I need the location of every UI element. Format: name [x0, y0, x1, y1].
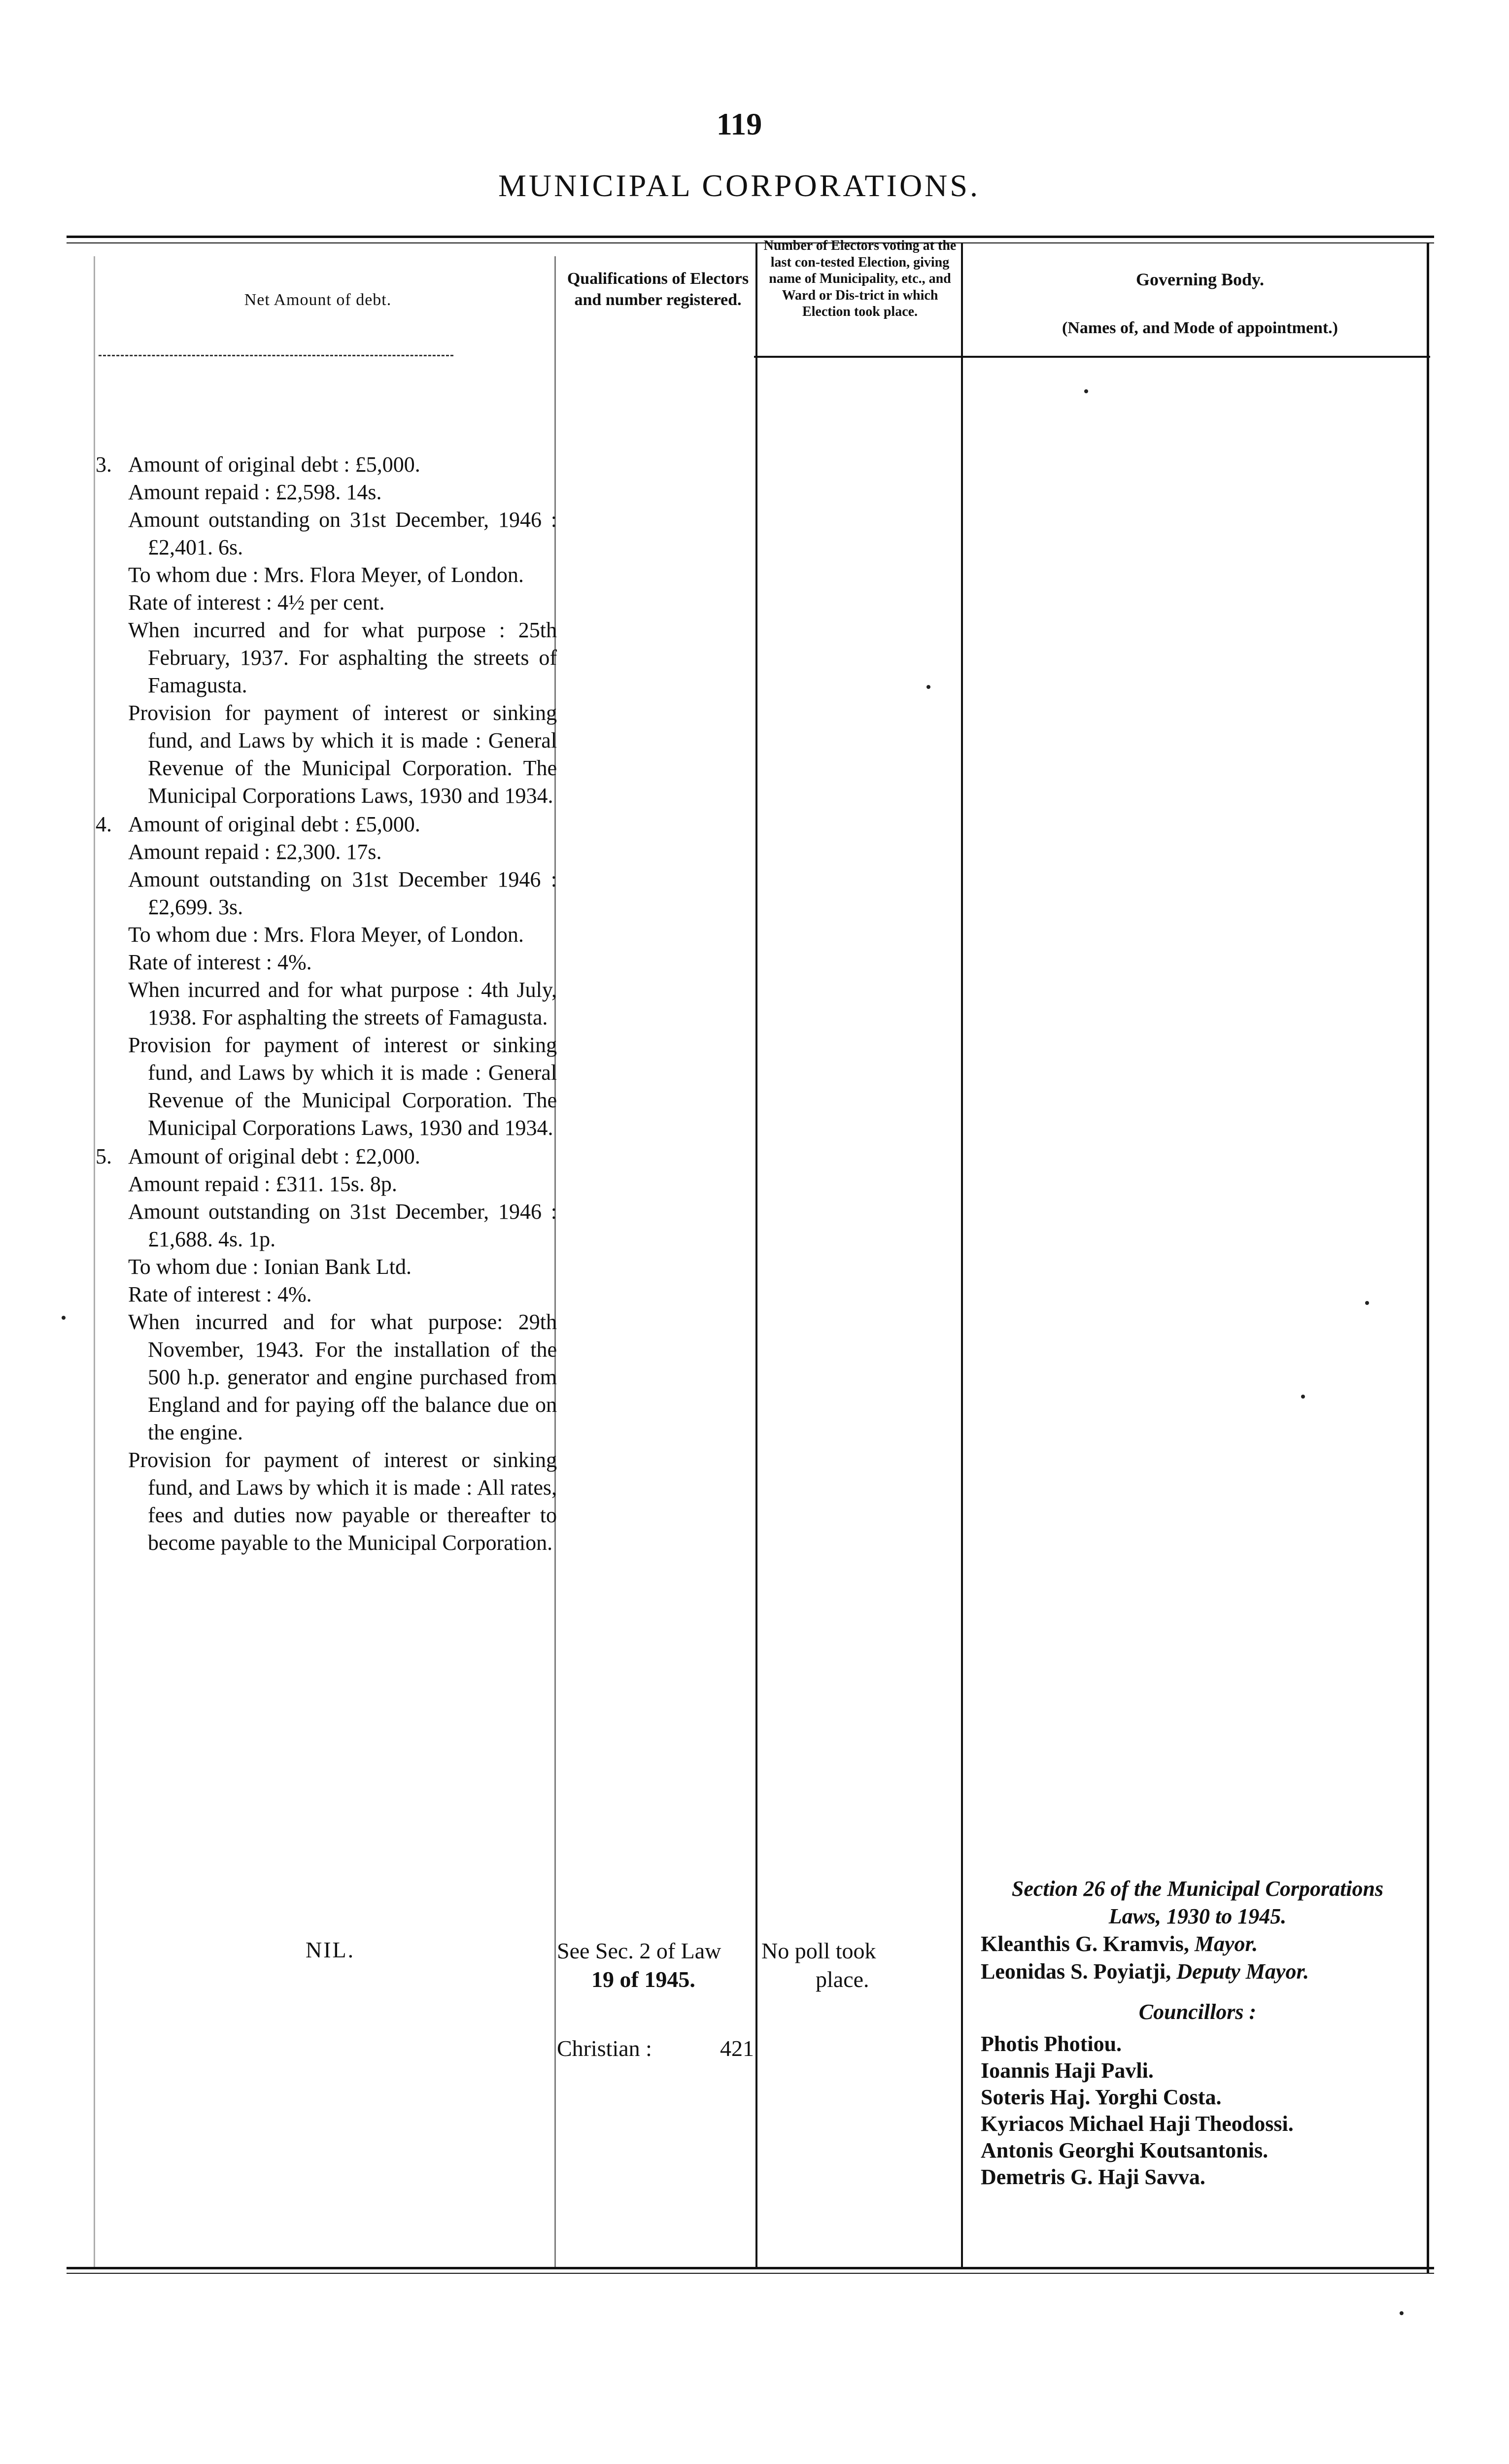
amount-outstanding: Amount outstanding on 31st December, 1946 : £1,688. 4s. 1p.	[128, 1199, 557, 1251]
column-divider-left	[94, 256, 95, 2267]
table-bottom-rule-thin	[67, 2273, 1434, 2274]
header-dash-rule	[99, 355, 453, 356]
rate-of-interest: Rate of interest : 4%.	[128, 1282, 312, 1306]
entry-number: 3.	[96, 452, 112, 477]
scan-speck	[926, 685, 930, 689]
entry-number: 5.	[96, 1144, 112, 1168]
governing-body	[963, 1875, 1432, 2190]
councillor: Soteris Haj. Yorghi Costa.	[981, 2085, 1222, 2109]
registered-christian	[557, 2035, 754, 2061]
amount-repaid: Amount repaid : £2,598. 14s.	[128, 480, 382, 504]
mayor-title: Mayor.	[1194, 1932, 1258, 1956]
when-incurred: When incurred and for what purpose : 4th July, 1938. For asphalting the streets of Famagusta.	[128, 978, 557, 1029]
nil-debt: NIL.	[306, 1937, 355, 1962]
entry-number: 4.	[96, 812, 112, 836]
amount-outstanding: Amount outstanding on 31st December, 1946 : £2,401. 6s.	[128, 508, 557, 559]
scan-speck	[1400, 2311, 1404, 2315]
mayor	[963, 1930, 1432, 1958]
to-whom-due: To whom due : Mrs. Flora Meyer, of London.	[128, 923, 524, 947]
header-electors-voting: Number of Electors voting at the last con-tested Election, giving name of Municipality, etc., and Ward or Dis-trict in which Election took place.	[763, 238, 957, 320]
debt-entry-3	[96, 451, 557, 810]
scan-speck	[1084, 389, 1088, 393]
original-debt: Amount of original debt : £5,000.	[128, 812, 420, 836]
qualifications-line-2: 19 of 1945.	[591, 1967, 695, 1992]
mayor-name: Kleanthis G. Kramvis,	[981, 1932, 1189, 1956]
deputy-mayor-name: Leonidas S. Poyiatji,	[981, 1959, 1171, 1984]
rate-of-interest: Rate of interest : 4%.	[128, 950, 312, 974]
deputy-mayor	[963, 1958, 1432, 1985]
header-net-amount: Net Amount of debt.	[244, 291, 392, 309]
table-top-rule-thin	[67, 242, 1434, 243]
qualifications-line-1: See Sec. 2 of Law	[557, 1938, 721, 1963]
to-whom-due: To whom due : Ionian Bank Ltd.	[128, 1255, 412, 1279]
amount-outstanding: Amount outstanding on 31st December 1946 : £2,699. 3s.	[128, 867, 557, 919]
header-governing-body	[966, 269, 1434, 339]
poll-text	[761, 1937, 968, 1994]
page-number: 119	[716, 106, 762, 141]
header-governing-body-title: Governing Body.	[1135, 270, 1265, 289]
debt-entry-4	[96, 811, 557, 1142]
scan-speck	[1301, 1395, 1305, 1399]
councillor: Antonis Georghi Koutsantonis.	[981, 2138, 1269, 2162]
poll-line-2: place.	[816, 1967, 869, 1992]
councillors-label: Councillors :	[1138, 2000, 1257, 2024]
to-whom-due: To whom due : Mrs. Flora Meyer, of London.	[128, 563, 524, 587]
provision: Provision for payment of interest or sinking fund, and Laws by which it is made : General Revenue of the Municipal Corporation. The Municipal Corporations Laws, 1930 and 1934.	[128, 701, 557, 808]
debt-entry-5	[96, 1143, 557, 1557]
christian-count: 421	[720, 2036, 754, 2061]
provision: Provision for payment of interest or sinking fund, and Laws by which it is made : General Revenue of the Municipal Corporation. The Municipal Corporations Laws, 1930 and 1934.	[128, 1033, 557, 1140]
deputy-mayor-title: Deputy Mayor.	[1176, 1959, 1309, 1984]
when-incurred: When incurred and for what purpose : 25th February, 1937. For asphalting the streets of Famagusta.	[128, 618, 557, 697]
rate-of-interest: Rate of interest : 4½ per cent.	[128, 590, 385, 615]
section-reference-line-2: Laws, 1930 to 1945.	[1108, 1904, 1287, 1928]
councillor: Kyriacos Michael Haji Theodossi.	[981, 2112, 1294, 2136]
original-debt: Amount of original debt : £5,000.	[128, 452, 420, 477]
debt-entries	[96, 451, 557, 1558]
councillor: Demetris G. Haji Savva.	[981, 2165, 1205, 2189]
header-qualifications: Qualifications of Electors and number registered.	[567, 270, 749, 309]
qualifications-text	[557, 1937, 759, 1994]
section-reference-line-1: Section 26 of the Municipal Corporations	[1011, 1877, 1384, 1901]
original-debt: Amount of original debt : £2,000.	[128, 1144, 420, 1168]
scan-speck	[62, 1316, 66, 1320]
table-top-rule	[67, 236, 1434, 238]
councillor: Ioannis Haji Pavli.	[981, 2058, 1154, 2083]
christian-label: Christian :	[557, 2036, 652, 2061]
when-incurred: When incurred and for what purpose: 29th November, 1943. For the installation of the 500 h.p. generator and engine purchased from England and for paying off the balance due on the engine.	[128, 1310, 557, 1444]
header-governing-body-subtitle: (Names of, and Mode of appointment.)	[1062, 319, 1338, 337]
scan-speck	[1365, 1301, 1369, 1305]
page-title: MUNICIPAL CORPORATIONS.	[498, 168, 980, 203]
table-bottom-rule	[67, 2267, 1434, 2269]
header-bottom-rule	[754, 356, 1430, 358]
poll-line-1: No poll took	[761, 1938, 876, 1963]
amount-repaid: Amount repaid : £311. 15s. 8p.	[128, 1172, 397, 1196]
amount-repaid: Amount repaid : £2,300. 17s.	[128, 840, 382, 864]
councillor: Photis Photiou.	[981, 2032, 1122, 2056]
provision: Provision for payment of interest or sinking fund, and Laws by which it is made : All rates, fees and duties now payable or thereafter to become payable to the Municipal Corporation.	[128, 1448, 557, 1555]
